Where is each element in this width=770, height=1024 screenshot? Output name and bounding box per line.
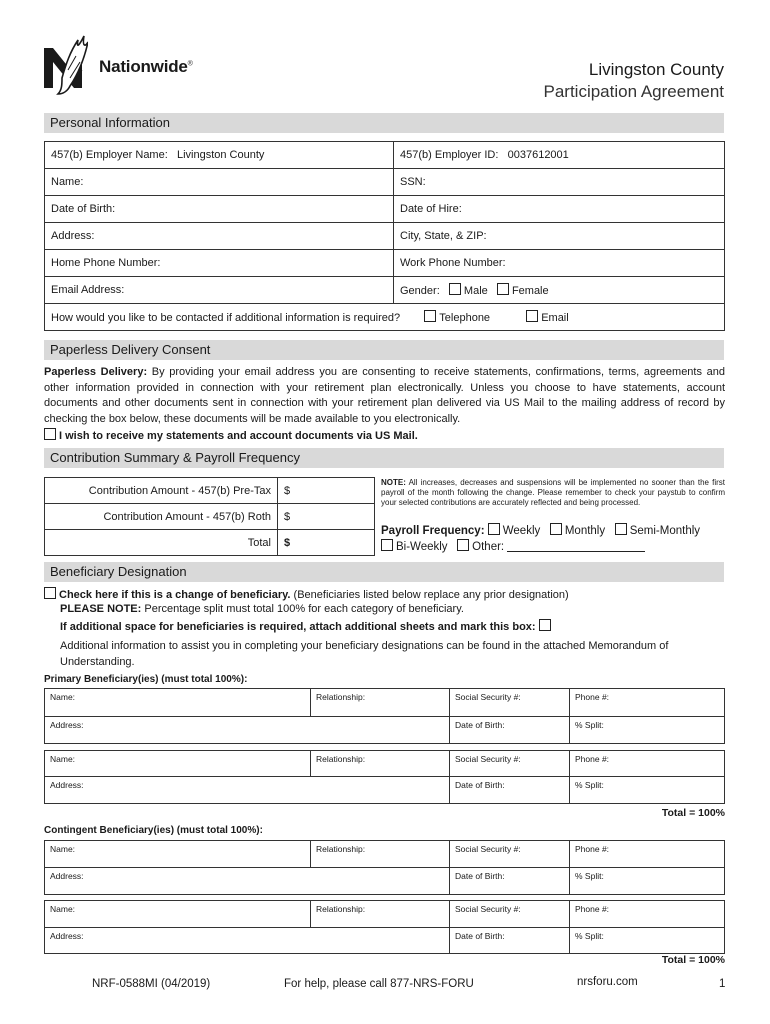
beneficiary-relationship-field[interactable]: Relationship: (311, 901, 450, 928)
beneficiary-relationship-field[interactable]: Relationship: (311, 751, 450, 777)
contribution-note: NOTE: All increases, decreases and suspensions will be implemented no sooner than the first payroll of the month following the change. Please remember to check your paystub to confirm your selected contributions are accurately reflected and being processed. (381, 478, 726, 507)
change-beneficiary-checkbox[interactable] (44, 587, 56, 599)
beneficiary-dob-field[interactable]: Date of Birth: (450, 928, 570, 954)
beneficiary-split-field[interactable]: % Split: (570, 868, 725, 895)
total-label: Total (45, 530, 278, 556)
contingent-beneficiary-1 (44, 840, 725, 895)
roth-label: Contribution Amount - 457(b) Roth (45, 504, 278, 530)
primary-beneficiary-heading: Primary Beneficiary(ies) (must total 100%): (44, 674, 248, 685)
total-amount-field[interactable]: $ (278, 530, 375, 556)
paperless-consent-text: Paperless Delivery: By providing your email address you are consenting to receive statements, confirmations, terms, agreements and other information provided in connection with your retirement plan electronically. Unless you choose to have statements, account documents and other documents sent in connection with your retirement plan delivered via US Mail to the mailing address of record by checking the box below, these documents will be made available to you electronically. (44, 366, 725, 425)
beneficiary-address-field[interactable]: Address: (45, 717, 450, 744)
semi-monthly-checkbox[interactable] (615, 523, 627, 535)
nationwide-eagle-logo-icon (44, 34, 88, 96)
additional-sheets-checkbox[interactable] (539, 619, 551, 631)
employer-id-value: 0037612001 (507, 149, 569, 161)
weekly-checkbox[interactable] (488, 523, 500, 535)
beneficiary-split-field[interactable]: % Split: (570, 717, 725, 744)
home-phone-field[interactable]: Home Phone Number: (45, 250, 394, 277)
beneficiary-phone-field[interactable]: Phone #: (570, 901, 725, 928)
date-of-birth-field[interactable]: Date of Birth: (45, 196, 394, 223)
payroll-frequency-row2: Bi-Weekly Other: (381, 539, 645, 553)
date-of-hire-field[interactable]: Date of Hire: (394, 196, 725, 223)
us-mail-option: I wish to receive my statements and account documents via US Mail. (44, 428, 418, 442)
pretax-amount-field[interactable]: $ (278, 478, 375, 504)
roth-amount-field[interactable]: $ (278, 504, 375, 530)
contact-preference-cell: How would you like to be contacted if additional information is required? Telephone Email (45, 304, 725, 331)
beneficiary-name-field[interactable]: Name: (45, 841, 311, 868)
page-number: 1 (719, 978, 726, 990)
page-subtitle: Participation Agreement (543, 82, 724, 101)
beneficiary-ssn-field[interactable]: Social Security #: (450, 901, 570, 928)
address-field[interactable]: Address: (45, 223, 394, 250)
telephone-checkbox[interactable] (424, 310, 436, 322)
female-checkbox[interactable] (497, 283, 509, 295)
beneficiary-address-field[interactable]: Address: (45, 868, 450, 895)
beneficiary-split-field[interactable]: % Split: (570, 928, 725, 954)
name-field[interactable]: Name: (45, 169, 394, 196)
work-phone-field[interactable]: Work Phone Number: (394, 250, 725, 277)
primary-beneficiary-1 (44, 688, 725, 744)
additional-space-note: If additional space for beneficiaries is required, attach additional sheets and mark this box: (60, 619, 554, 633)
section-paperless-delivery: Paperless Delivery Consent (44, 340, 724, 360)
beneficiary-address-field[interactable]: Address: (45, 928, 450, 954)
beneficiary-phone-field[interactable]: Phone #: (570, 841, 725, 868)
monthly-checkbox[interactable] (550, 523, 562, 535)
other-checkbox[interactable] (457, 539, 469, 551)
bi-weekly-checkbox[interactable] (381, 539, 393, 551)
beneficiary-name-field[interactable]: Name: (45, 751, 311, 777)
ssn-field[interactable]: SSN: (394, 169, 725, 196)
beneficiary-name-field[interactable]: Name: (45, 901, 311, 928)
pretax-label: Contribution Amount - 457(b) Pre-Tax (45, 478, 278, 504)
beneficiary-ssn-field[interactable]: Social Security #: (450, 751, 570, 777)
gender-cell: Gender: Male Female (394, 277, 725, 304)
personal-info-table (44, 141, 725, 331)
beneficiary-dob-field[interactable]: Date of Birth: (450, 717, 570, 744)
primary-beneficiary-2 (44, 750, 725, 804)
section-personal-information: Personal Information (44, 113, 724, 133)
employer-name-cell: 457(b) Employer Name: Livingston County (45, 142, 394, 169)
beneficiary-phone-field[interactable]: Phone #: (570, 689, 725, 717)
section-contribution-summary: Contribution Summary & Payroll Frequency (44, 448, 724, 468)
beneficiary-split-field[interactable]: % Split: (570, 777, 725, 804)
contribution-table (44, 477, 375, 556)
help-line: For help, please call 877-NRS-FORU (284, 978, 474, 990)
beneficiary-ssn-field[interactable]: Social Security #: (450, 841, 570, 868)
payroll-frequency-row1: Payroll Frequency: Weekly Monthly Semi-Monthly (381, 525, 701, 537)
beneficiary-ssn-field[interactable]: Social Security #: (450, 689, 570, 717)
website: nrsforu.com (577, 976, 638, 988)
beneficiary-phone-field[interactable]: Phone #: (570, 751, 725, 777)
employer-id-cell: 457(b) Employer ID: 0037612001 (394, 142, 725, 169)
page-title: Livingston County (588, 60, 724, 79)
email-contact-checkbox[interactable] (526, 310, 538, 322)
contingent-beneficiary-2 (44, 900, 725, 954)
employer-name-value: Livingston County (176, 149, 265, 161)
contingent-beneficiary-heading: Contingent Beneficiary(ies) (must total 100%): (44, 825, 263, 836)
please-note: PLEASE NOTE: Percentage split must total 100% for each category of beneficiary. (60, 603, 464, 615)
beneficiary-relationship-field[interactable]: Relationship: (311, 841, 450, 868)
other-frequency-input[interactable] (507, 551, 645, 552)
beneficiary-dob-field[interactable]: Date of Birth: (450, 868, 570, 895)
section-beneficiary-designation: Beneficiary Designation (44, 562, 724, 582)
change-of-beneficiary: Check here if this is a change of beneficiary. (Beneficiaries listed below replace any prior designation) (44, 587, 569, 601)
brand-name: Nationwide® (99, 57, 193, 76)
beneficiary-relationship-field[interactable]: Relationship: (311, 689, 450, 717)
beneficiary-dob-field[interactable]: Date of Birth: (450, 777, 570, 804)
additional-info-text: Additional information to assist you in completing your beneficiary designations can be found in the attached Memorandum of Understanding. (60, 640, 669, 668)
beneficiary-address-field[interactable]: Address: (45, 777, 450, 804)
beneficiary-name-field[interactable]: Name: (45, 689, 311, 717)
us-mail-checkbox[interactable] (44, 428, 56, 440)
male-checkbox[interactable] (449, 283, 461, 295)
city-state-zip-field[interactable]: City, State, & ZIP: (394, 223, 725, 250)
contingent-total: Total = 100% (661, 954, 725, 966)
primary-total: Total = 100% (661, 807, 725, 819)
email-field[interactable]: Email Address: (45, 277, 394, 304)
form-id: NRF-0588MI (04/2019) (92, 978, 211, 990)
